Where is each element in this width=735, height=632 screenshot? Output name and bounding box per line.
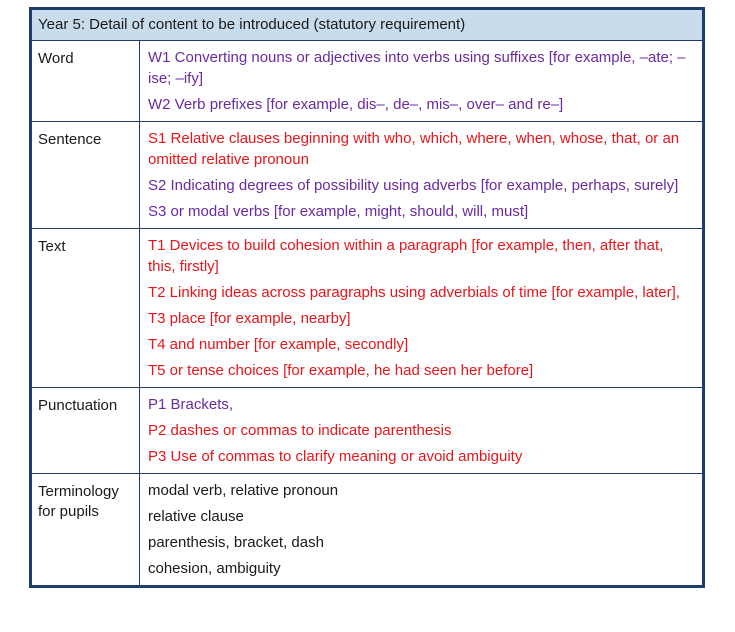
list-item: S2 Indicating degrees of possibility using adverbs [for example, perhaps, surely] [148, 177, 679, 194]
list-item: relative clause [148, 508, 244, 525]
table-row-punctuation [32, 388, 702, 474]
list-item: cohesion, ambiguity [148, 560, 281, 577]
table-title: Year 5: Detail of content to be introduced (statutory requirement) [32, 10, 702, 41]
row-content [140, 41, 702, 121]
list-item: T2 Linking ideas across paragraphs using adverbials of time [for example, later], [148, 284, 680, 301]
list-item: T5 or tense choices [for example, he had seen her before] [148, 362, 534, 379]
list-item: T4 and number [for example, secondly] [148, 336, 409, 353]
table-row-word [32, 41, 702, 122]
row-label: Terminology for pupils [32, 474, 140, 585]
content-table [29, 7, 705, 588]
list-item: T3 place [for example, nearby] [148, 310, 351, 327]
list-item: W2 Verb prefixes [for example, dis–, de–, mis–, over– and re–] [148, 96, 564, 113]
row-content [140, 229, 702, 387]
list-item: P3 Use of commas to clarify meaning or avoid ambiguity [148, 448, 523, 465]
row-content [140, 122, 702, 228]
list-item: S1 Relative clauses beginning with who, which, where, when, whose, that, or an omitted relative pronoun [148, 130, 680, 168]
row-label: Text [32, 229, 140, 387]
list-item: modal verb, relative pronoun [148, 482, 339, 499]
row-label: Sentence [32, 122, 140, 228]
table-row-text [32, 229, 702, 388]
list-item: W1 Converting nouns or adjectives into verbs using suffixes [for example, –ate; –ise; –ify] [148, 49, 686, 87]
table-row-terminology [32, 474, 702, 585]
list-item: S3 or modal verbs [for example, might, should, will, must] [148, 203, 529, 220]
table-row-sentence [32, 122, 702, 229]
list-item: P1 Brackets, [148, 396, 234, 413]
list-item: P2 dashes or commas to indicate parenthesis [148, 422, 452, 439]
list-item: T1 Devices to build cohesion within a paragraph [for example, then, after that, this, firstly] [148, 237, 664, 275]
row-label: Word [32, 41, 140, 121]
row-label: Punctuation [32, 388, 140, 473]
row-content [140, 388, 702, 473]
row-content [140, 474, 702, 585]
list-item: parenthesis, bracket, dash [148, 534, 324, 551]
